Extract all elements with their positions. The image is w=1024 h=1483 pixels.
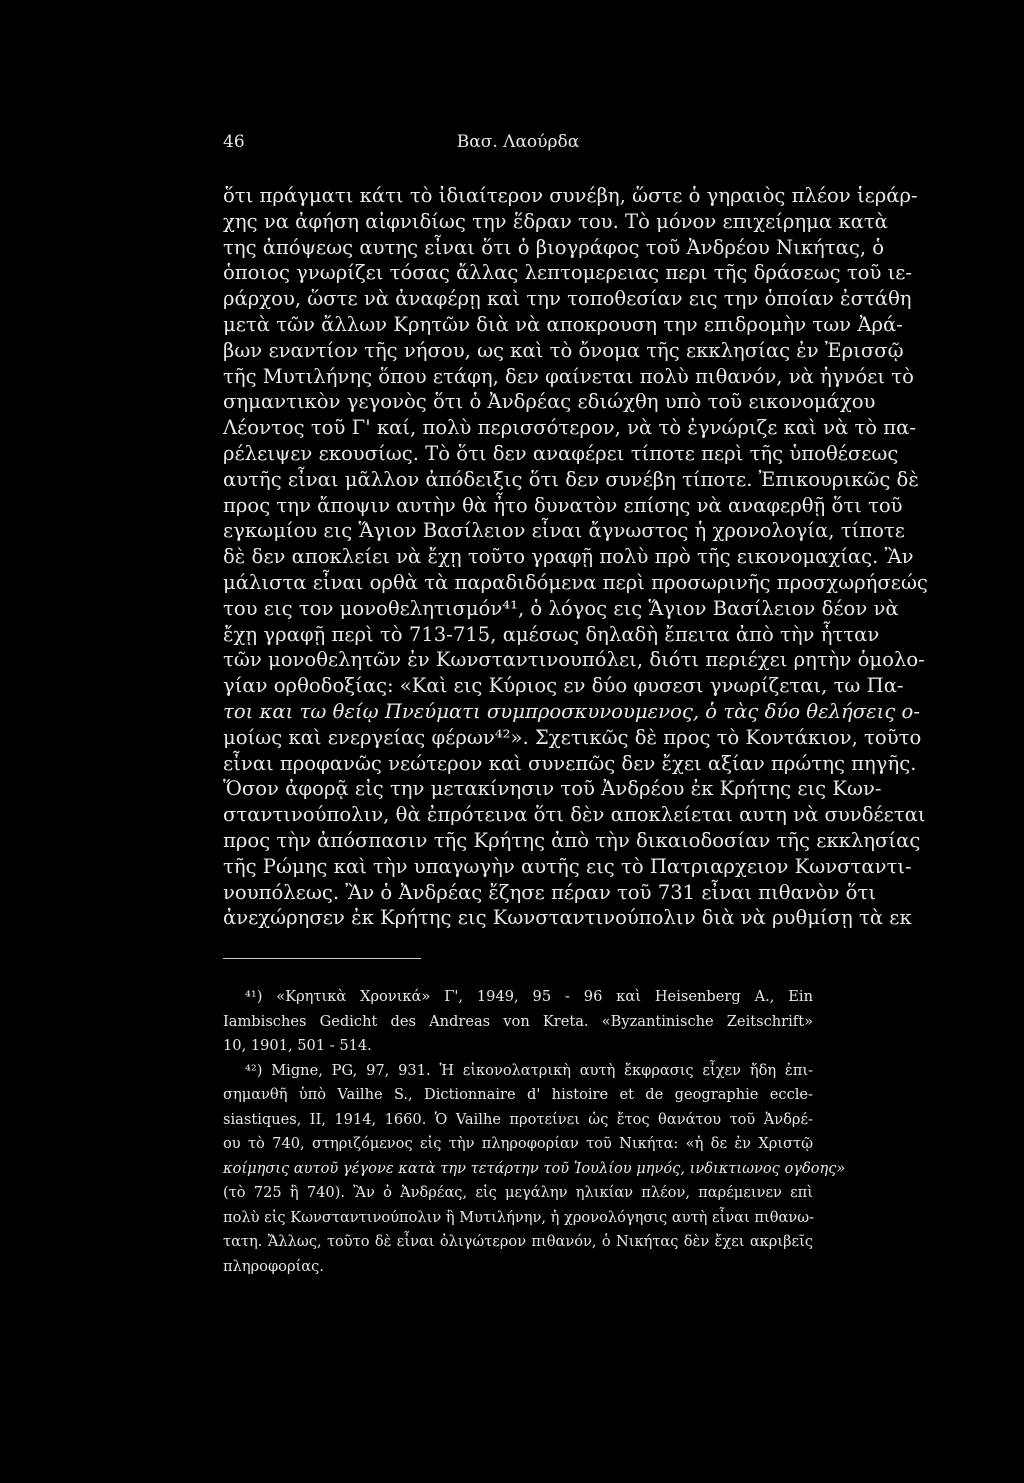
footnote-line: ⁴¹) «Κρητικὰ Χρονικά» Γ', 1949, 95 - 96 καὶ Heisenberg A., Ein bbox=[245, 988, 813, 1005]
body-line: σταντινούπολιν, θὰ ἐπρότεινα ὅτι δὲν αποκλείεται αυτη νὰ συνδέεται bbox=[223, 803, 926, 827]
body-line: της ἀπόψεως αυτης εἶναι ὅτι ὁ βιογράφος τοῦ Ἀνδρέου Νικήτας, ὁ bbox=[223, 235, 885, 259]
body-line: Λέοντος τοῦ Γ' καί, πολὺ περισσότερον, νὰ τὸ ἐγνώριζε καὶ νὰ τὸ πα- bbox=[223, 416, 917, 440]
body-line: τῆς Ρώμης καὶ τὴν υπαγωγὴν αυτῆς εις τὸ Πατριαρχειον Κωνσταντι- bbox=[223, 854, 912, 878]
footnote-line: siastiques, II, 1914, 1660. Ὁ Vailhe προτείνει ὡς ἔτος θανάτου τοῦ Ἀνδρέ- bbox=[223, 1110, 813, 1128]
footnote-line: ου τὸ 740, στηριζόμενος εἰς τὴν πληροφορίαν τοῦ Νικήτα: «ἡ δε ἐν Χριστῷ bbox=[223, 1135, 813, 1152]
body-line: τῶν μονοθελητῶν ἐν Κωνσταντινουπόλει, διότι περιέχει ρητὴν ὁμολο- bbox=[223, 648, 925, 672]
body-line: αυτῆς εἶναι μᾶλλον ἀπόδειξις ὅτι δεν συνέβη τίποτε. Ἐπικουρικῶς δὲ bbox=[223, 467, 919, 491]
page-header bbox=[223, 128, 813, 158]
footnote-line: πληροφορίας. bbox=[223, 1257, 324, 1275]
footnote-divider bbox=[223, 958, 421, 959]
footnotes bbox=[223, 985, 846, 1279]
body-line: μετὰ τῶν ἄλλων Κρητῶν διὰ νὰ αποκρουση την επιδρομὴν των Ἀρά- bbox=[223, 312, 903, 336]
body-line: εγκωμίου εις Ἅγιον Βασίλειον εἶναι ἄγνωστος ἡ χρονολογία, τίποτε bbox=[223, 519, 905, 543]
body-line: του εις τον μονοθελητισμόν⁴¹, ὁ λόγος εις Ἅγιον Βασίλειον δέον νὰ bbox=[223, 596, 899, 620]
body-line: ράρχου, ὥστε νὰ ἀναφέρῃ καὶ την τοποθεσίαν εις την ὁποίαν ἐστάθη bbox=[223, 287, 912, 311]
footnote-line: τατη. Ἄλλως, τοῦτο δὲ εἶναι ὀλιγώτερον πιθανόν, ὁ Νικήτας δὲν ἔχει ακριβεῖς bbox=[223, 1233, 813, 1250]
body-line: μοίως καὶ ενεργείας φέρων⁴²». Σχετικῶς δὲ προς τὸ Κοντάκιον, τοῦτο bbox=[223, 725, 922, 749]
footnote-line: ⁴²) Migne, PG, 97, 931. Ἡ εἰκονολατρικὴ αυτὴ ἔκφρασις εἶχεν ἤδη ἐπι- bbox=[245, 1061, 813, 1079]
body-line: βων εναντίον τῆς νήσου, ως καὶ τὸ ὄνομα τῆς εκκλησίας ἐν Ἐρισσῷ bbox=[223, 338, 904, 362]
footnote-line: πολὺ εἰς Κωνσταντινούπολιν ἢ Μυτιλήνην, ἡ χρονολόγησις αυτὴ εἶναι πιθανω- bbox=[223, 1208, 815, 1226]
body-line: ὅτι πράγματι κάτι τὸ ἰδιαίτερον συνέβη, ὥστε ὁ γηραιὸς πλέον ἱεράρ- bbox=[223, 184, 918, 207]
footnote-line: σημανθῆ ὑπὸ Vailhe S., Dictionnaire d' histoire et de geographie eccle- bbox=[223, 1086, 813, 1103]
body-line: ὁποιος γνωρίζει τόσας ἄλλας λεπτομερειας περι τῆς δράσεως τοῦ ιε- bbox=[223, 261, 913, 285]
footnote-line: (τὸ 725 ἢ 740). Ἂν ὁ Ἀνδρέας, εἰς μεγάλην ηλικίαν πλέον, παρέμεινεν επὶ bbox=[223, 1184, 813, 1201]
footnote-line: κοίμησις αυτοῦ γέγονε κατὰ την τετάρτην τοῦ Ἰουλίου μηνός, ινδικτιωνος ογδοης» bbox=[223, 1159, 846, 1177]
footnote-line: 10, 1901, 501 - 514. bbox=[223, 1037, 372, 1054]
body-line: νουπόλεως. Ἂν ὁ Ἀνδρέας ἔζησε πέραν τοῦ 731 εἶναι πιθανὸν ὅτι bbox=[223, 880, 877, 904]
body-line: γίαν ορθοδοξίας: «Καὶ εις Κύριος εν δύο φυσεσι γνωρίζεται, τω Πα- bbox=[223, 674, 904, 698]
body-line: τῆς Μυτιλήνης ὅπου ετάφη, δεν φαίνεται πολὺ πιθανόν, νὰ ἠγνόει τὸ bbox=[223, 364, 914, 388]
body-line: Ὅσον ἀφορᾷ εἰς την μετακίνησιν τοῦ Ἀνδρέου ἐκ Κρήτης εις Κων- bbox=[223, 777, 882, 801]
body-text bbox=[223, 183, 928, 931]
body-line: μάλιστα εἶναι ορθὰ τὰ παραδιδόμενα περὶ προσωρινῆς προσχωρήσεώς bbox=[223, 570, 928, 594]
body-line: ρέλειψεν εκουσίως. Τὸ ὅτι δεν αναφέρει τίποτε περὶ τῆς ὑποθέσεως bbox=[223, 441, 899, 465]
body-line: χης να ἀφήση αἰφνιδίως την ἕδραν του. Τὸ μόνον επιχείρημα κατὰ bbox=[223, 209, 888, 233]
running-title: Βασ. Λαούρδα bbox=[456, 132, 580, 152]
body-line: προς τὴν ἀπόσπασιν τῆς Κρήτης ἀπὸ τὴν δικαιοδοσίαν τῆς εκκλησίας bbox=[223, 828, 921, 852]
footnote-line: Iambisches Gedicht des Andreas von Kreta. «Byzantinische Zeitschrift» bbox=[223, 1012, 813, 1030]
body-line-quote: τοι και τω θείῳ Πνεύματι συμπροσκυνουμενος, ὁ τὰς δύο θελήσεις ο- bbox=[223, 699, 920, 723]
page-number: 46 bbox=[223, 132, 245, 152]
body-line: εἶναι προφανῶς νεώτερον καὶ συνεπῶς δεν ἔχει αξίαν πρώτης πηγῆς. bbox=[223, 751, 917, 775]
body-line: σημαντικὸν γεγονὸς ὅτι ὁ Ἀνδρέας εδιώχθη υπὸ τοῦ εικονομάχου bbox=[223, 390, 876, 414]
body-line: ἔχῃ γραφῇ περὶ τὸ 713-715, αμέσως δηλαδὴ ἔπειτα ἀπὸ τὴν ἧτταν bbox=[223, 622, 880, 646]
body-line: προς την ἄποψιν αυτὴν θὰ ἦτο δυνατὸν επίσης νὰ αναφερθῇ ὅτι τοῦ bbox=[223, 493, 903, 517]
body-line: δὲ δεν αποκλείει νὰ ἔχῃ τοῦτο γραφῇ πολὺ πρὸ τῆς εικονομαχίας. Ἂν bbox=[223, 545, 914, 569]
body-line: ἀνεχώρησεν ἐκ Κρήτης εις Κωνσταντινούπολιν διὰ νὰ ρυθμίσῃ τὰ εκ bbox=[223, 906, 912, 930]
